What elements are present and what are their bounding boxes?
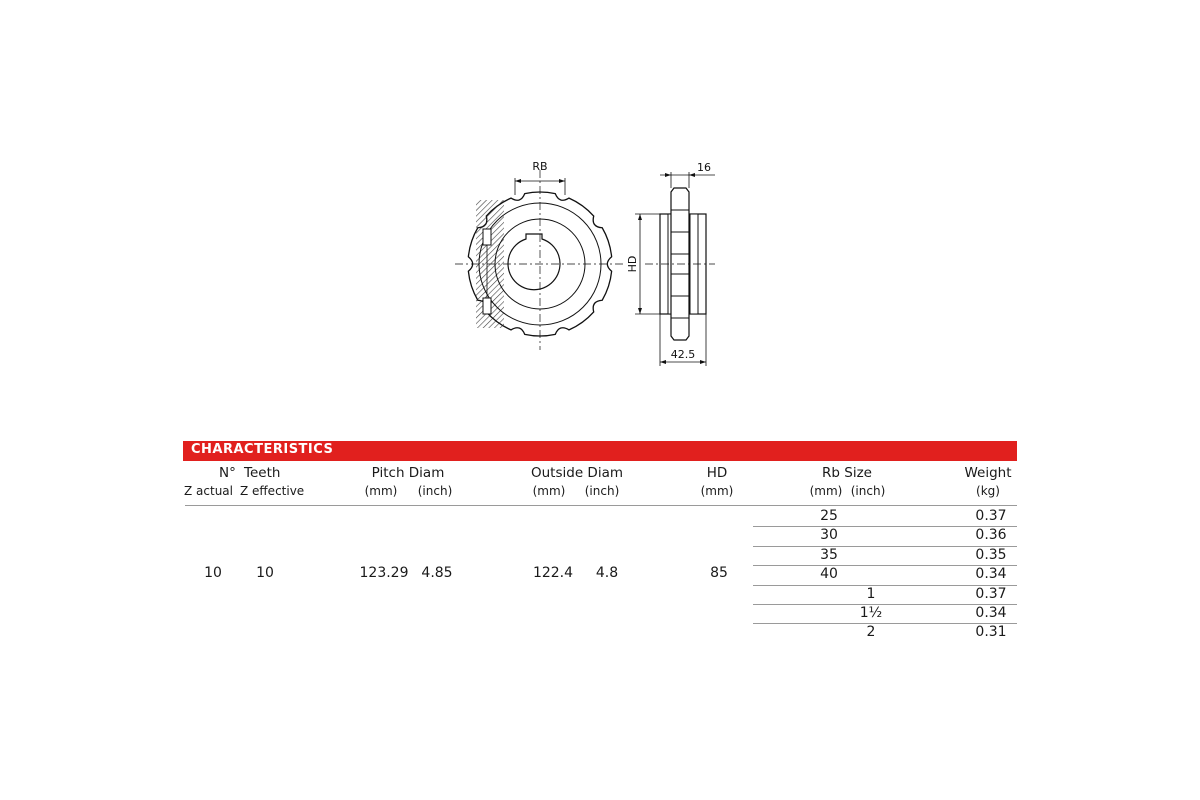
header-rb-inch: (inch) <box>850 484 886 498</box>
section-title: CHARACTERISTICS <box>191 442 334 457</box>
cell-hd-mm: 85 <box>710 565 728 581</box>
header-z-effective: Z effective <box>240 484 305 498</box>
cell-rb-inch: 2 <box>866 624 876 641</box>
cell-rb-inch: 1 <box>866 585 876 602</box>
header-z-actual: Z actual <box>184 484 233 498</box>
header-pitch-inch: (inch) <box>417 484 453 498</box>
header-outside-diam: Outside Diam <box>531 465 623 481</box>
width-16-label: 16 <box>697 161 711 174</box>
cell-weight: 0.37 <box>975 585 1007 602</box>
rb-dimension-label: RB <box>532 160 548 173</box>
header-teeth: Teeth <box>244 465 281 481</box>
header-hd-mm: (mm) <box>700 484 734 498</box>
width-42-5-label: 42.5 <box>670 348 696 361</box>
hd-dimension-label: HD <box>626 255 639 273</box>
header-pitch-diam: Pitch Diam <box>371 465 445 481</box>
cell-weight: 0.34 <box>975 605 1007 621</box>
cell-weight: 0.31 <box>975 624 1007 641</box>
cell-weight: 0.37 <box>975 508 1007 524</box>
cell-z-actual: 10 <box>204 565 222 581</box>
cell-z-effective: 10 <box>256 565 274 581</box>
header-outside-inch: (inch) <box>584 484 620 498</box>
cell-rb-inch: 1½ <box>859 605 883 621</box>
cell-rb-mm: 35 <box>820 546 838 563</box>
header-n: N° <box>219 465 236 481</box>
cell-pitch-inch: 4.85 <box>421 565 453 581</box>
header-rb-mm: (mm) <box>809 484 843 498</box>
header-weight-kg: (kg) <box>976 484 1000 498</box>
cell-rb-mm: 25 <box>820 508 838 524</box>
cell-pitch-mm: 123.29 <box>359 565 409 581</box>
header-weight: Weight <box>964 465 1012 481</box>
sprocket-front-view <box>455 160 625 350</box>
header-pitch-mm: (mm) <box>364 484 398 498</box>
sprocket-side-view <box>626 161 715 366</box>
header-rb-size: Rb Size <box>822 465 872 481</box>
header-hd: HD <box>706 465 728 481</box>
characteristics-header-bar <box>183 441 1017 461</box>
header-outside-mm: (mm) <box>532 484 566 498</box>
cell-weight: 0.34 <box>975 566 1007 583</box>
cell-rb-mm: 30 <box>820 527 838 544</box>
sprocket-technical-drawing <box>440 150 740 380</box>
cell-weight: 0.36 <box>975 527 1007 544</box>
header-divider <box>185 505 1017 506</box>
cell-outside-inch: 4.8 <box>595 565 619 581</box>
cell-rb-mm: 40 <box>820 566 838 583</box>
cell-weight: 0.35 <box>975 546 1007 563</box>
cell-outside-mm: 122.4 <box>532 565 574 581</box>
